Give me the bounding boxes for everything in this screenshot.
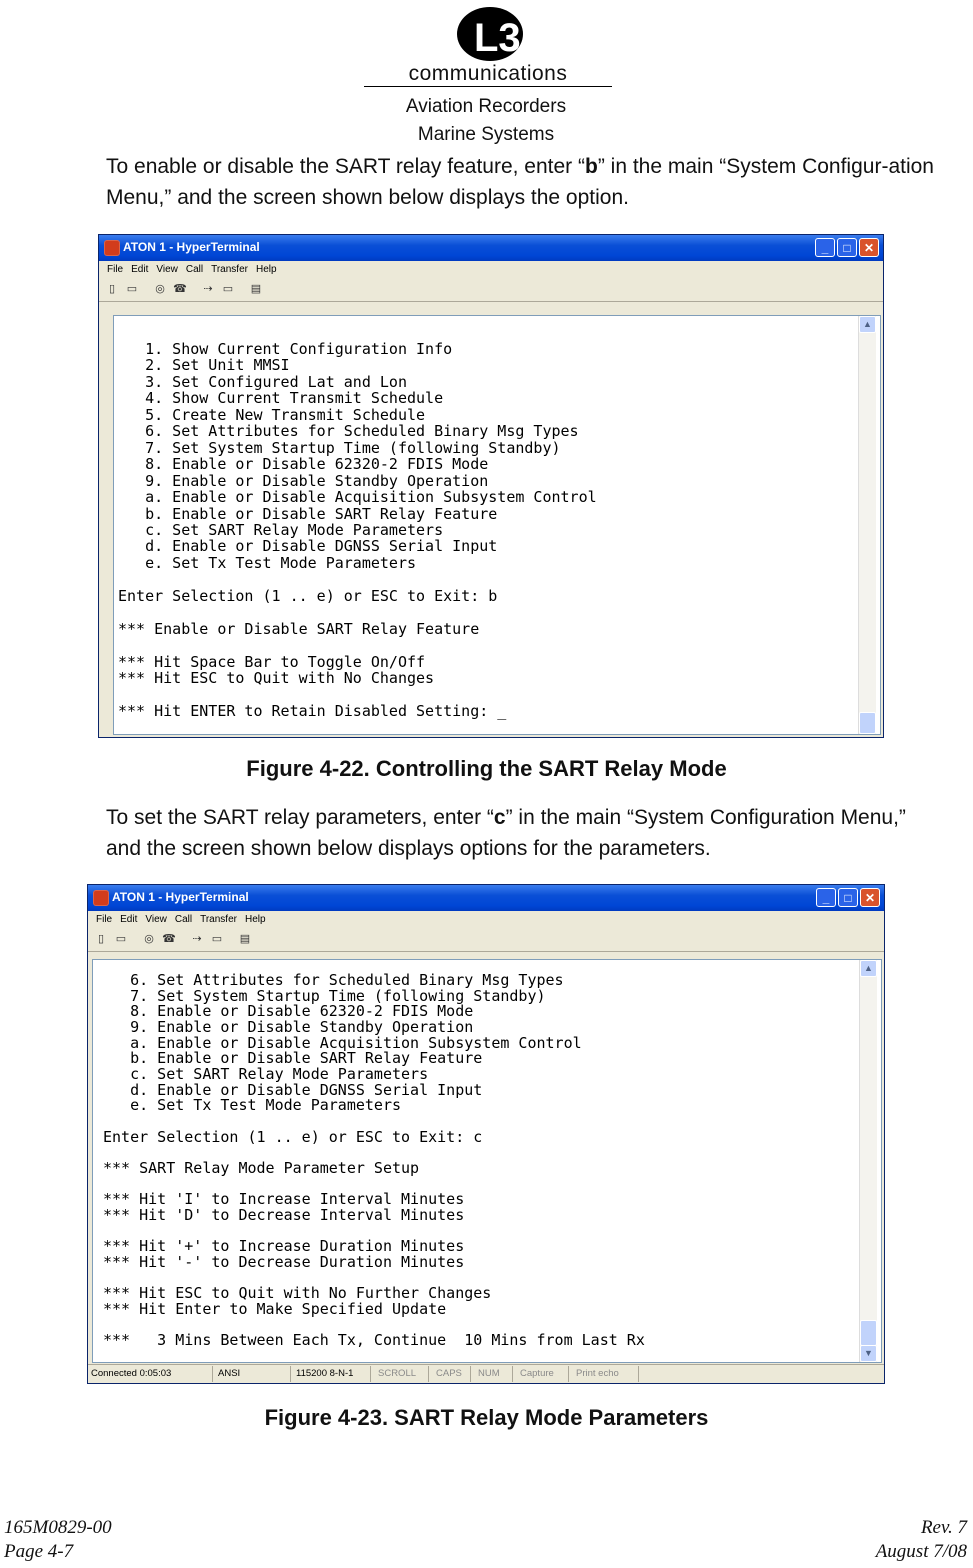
menu-help[interactable]: Help [244, 914, 266, 925]
menu-view[interactable]: View [156, 264, 178, 275]
vertical-scrollbar[interactable] [858, 316, 876, 734]
new-icon[interactable]: ▯ [97, 933, 105, 945]
send-icon[interactable]: ⇢ [203, 283, 213, 295]
disconnect-icon[interactable]: ☎ [162, 933, 176, 945]
terminal-screen[interactable] [92, 959, 882, 1363]
scroll-thumb[interactable] [860, 1320, 877, 1346]
status-bar [88, 1364, 884, 1383]
scroll-down-icon[interactable]: ▼ [860, 1345, 877, 1362]
vertical-scrollbar[interactable] [859, 960, 877, 1362]
menu-call[interactable]: Call [185, 264, 204, 275]
menu-file[interactable]: File [96, 914, 113, 925]
app-icon [93, 890, 109, 906]
menu-call[interactable]: Call [174, 914, 193, 925]
receive-icon[interactable]: ▭ [222, 283, 234, 295]
intro-paragraph-2: To set the SART relay parameters, enter “c” in the main “System Configuration Menu,” and the screen shown below displays options for the parameters. [106, 806, 906, 860]
menu-edit[interactable]: Edit [131, 264, 149, 275]
key-b: b [585, 155, 598, 178]
key-c: c [493, 806, 506, 829]
hyperterminal-window-2 [87, 884, 885, 1384]
toolbar [88, 929, 884, 952]
minimize-button[interactable]: _ [815, 238, 835, 257]
status-scroll: SCROLL [378, 1368, 417, 1379]
send-icon[interactable]: ⇢ [192, 933, 202, 945]
minimize-button[interactable]: _ [816, 888, 836, 907]
l3-logo [456, 6, 524, 62]
connect-icon[interactable]: ◎ [144, 933, 154, 945]
maximize-button[interactable]: □ [838, 888, 858, 907]
menu-bar [88, 911, 884, 929]
logo-wordmark: communications [408, 62, 568, 85]
receive-icon[interactable]: ▭ [211, 933, 223, 945]
connect-icon[interactable]: ◎ [155, 283, 165, 295]
page-number: Page 4-7 [4, 1541, 74, 1562]
menu-edit[interactable]: Edit [120, 914, 138, 925]
maximize-button[interactable]: □ [837, 238, 857, 257]
properties-icon[interactable]: ▤ [250, 283, 262, 295]
close-button[interactable]: ✕ [859, 238, 879, 257]
menu-transfer[interactable]: Transfer [211, 264, 248, 275]
header-rule [364, 86, 612, 87]
revision: Rev. 7 [920, 1517, 967, 1538]
disconnect-icon[interactable]: ☎ [173, 283, 187, 295]
scroll-up-icon[interactable]: ▲ [860, 960, 877, 977]
revision-date: August 7/08 [875, 1541, 967, 1562]
window-title: ATON 1 - HyperTerminal [112, 890, 249, 904]
terminal-screen[interactable] [113, 315, 881, 735]
status-caps: CAPS [436, 1368, 462, 1379]
menu-help[interactable]: Help [255, 264, 277, 275]
menu-file[interactable]: File [107, 264, 124, 275]
terminal-text: 1. Show Current Configuration Info 2. Set Unit MMSI 3. Set Configured Lat and Lon 4. Show Current Transmit Schedule 5. Create New Transmit Schedule 6. Set Attributes for Scheduled Binary Msg Types 7. Set System Startup Time (following Standby) 8. Enable or Disable 62320-2 FDIS Mode 9. Enable or Disable Standby Operation a. Enable or Disable Acquisition Subsystem Control b. Enable or Disable SART Relay Feature c. Set SART Relay Mode Parameters d. Enable or Disable DGNSS Serial Input e. Set Tx Test Mode Parameters Enter Selection (1 .. e) or ESC to Exit: b *** Enable or Disable SART Relay Feature *** Hit Space Bar to Toggle On/Off *** Hit ESC to Quit with No Changes *** Hit ENTER to Retain Disabled Setting: _ [118, 340, 597, 720]
new-icon[interactable]: ▯ [108, 283, 116, 295]
menu-transfer[interactable]: Transfer [200, 914, 237, 925]
status-print-echo: Print echo [576, 1368, 619, 1379]
window-title: ATON 1 - HyperTerminal [123, 240, 260, 254]
title-bar[interactable] [88, 885, 884, 911]
toolbar [99, 279, 883, 302]
status-num: NUM [478, 1368, 500, 1379]
scroll-up-icon[interactable]: ▲ [859, 316, 876, 333]
status-emulation: ANSI [218, 1368, 241, 1379]
title-bar[interactable] [99, 235, 883, 261]
close-button[interactable]: ✕ [860, 888, 880, 907]
open-icon[interactable]: ▭ [126, 283, 138, 295]
status-port: 115200 8-N-1 [296, 1368, 354, 1379]
logo-mark: L3 [474, 16, 521, 60]
menu-view[interactable]: View [145, 914, 167, 925]
hyperterminal-window-1 [98, 234, 884, 738]
app-icon [104, 240, 120, 256]
terminal-text: 6. Set Attributes for Scheduled Binary Msg Types 7. Set System Startup Time (following Standby) 8. Enable or Disable 62320-2 FDIS Mode 9. Enable or Disable Standby Operation a. Enable or Disable Acquisition Subsystem Control b. Enable or Disable SART Relay Feature c. Set SART Relay Mode Parameters d. Enable or Disable DGNSS Serial Input e. Set Tx Test Mode Parameters Enter Selection (1 .. e) or ESC to Exit: c *** SART Relay Mode Parameter Setup *** Hit 'I' to Increase Interval Minutes *** Hit 'D' to Decrease Interval Minutes *** Hit '+' to Increase Duration Minutes *** Hit '-' to Decrease Duration Minutes *** Hit ESC to Quit with No Further Changes *** Hit Enter to Make Specified Update *** 3 Mins Between Each Tx, Continue 10 Mins from Last Rx [103, 971, 645, 1350]
status-capture: Capture [520, 1368, 554, 1379]
status-connected: Connected 0:05:03 [91, 1368, 172, 1379]
header-division-2: Marine Systems [417, 124, 555, 145]
figure-caption-4-23: Figure 4-23. SART Relay Mode Parameters [264, 1405, 709, 1430]
intro-paragraph-1: To enable or disable the SART relay feature, enter “b” in the main “System Configur-ation Menu,” and the screen shown below displays the option. [106, 155, 934, 209]
header-division-1: Aviation Recorders [405, 96, 567, 117]
scroll-thumb[interactable] [859, 712, 876, 734]
properties-icon[interactable]: ▤ [239, 933, 251, 945]
figure-caption-4-22: Figure 4-22. Controlling the SART Relay Mode [246, 756, 727, 781]
open-icon[interactable]: ▭ [115, 933, 127, 945]
menu-bar [99, 261, 883, 279]
document-number: 165M0829-00 [4, 1517, 112, 1538]
